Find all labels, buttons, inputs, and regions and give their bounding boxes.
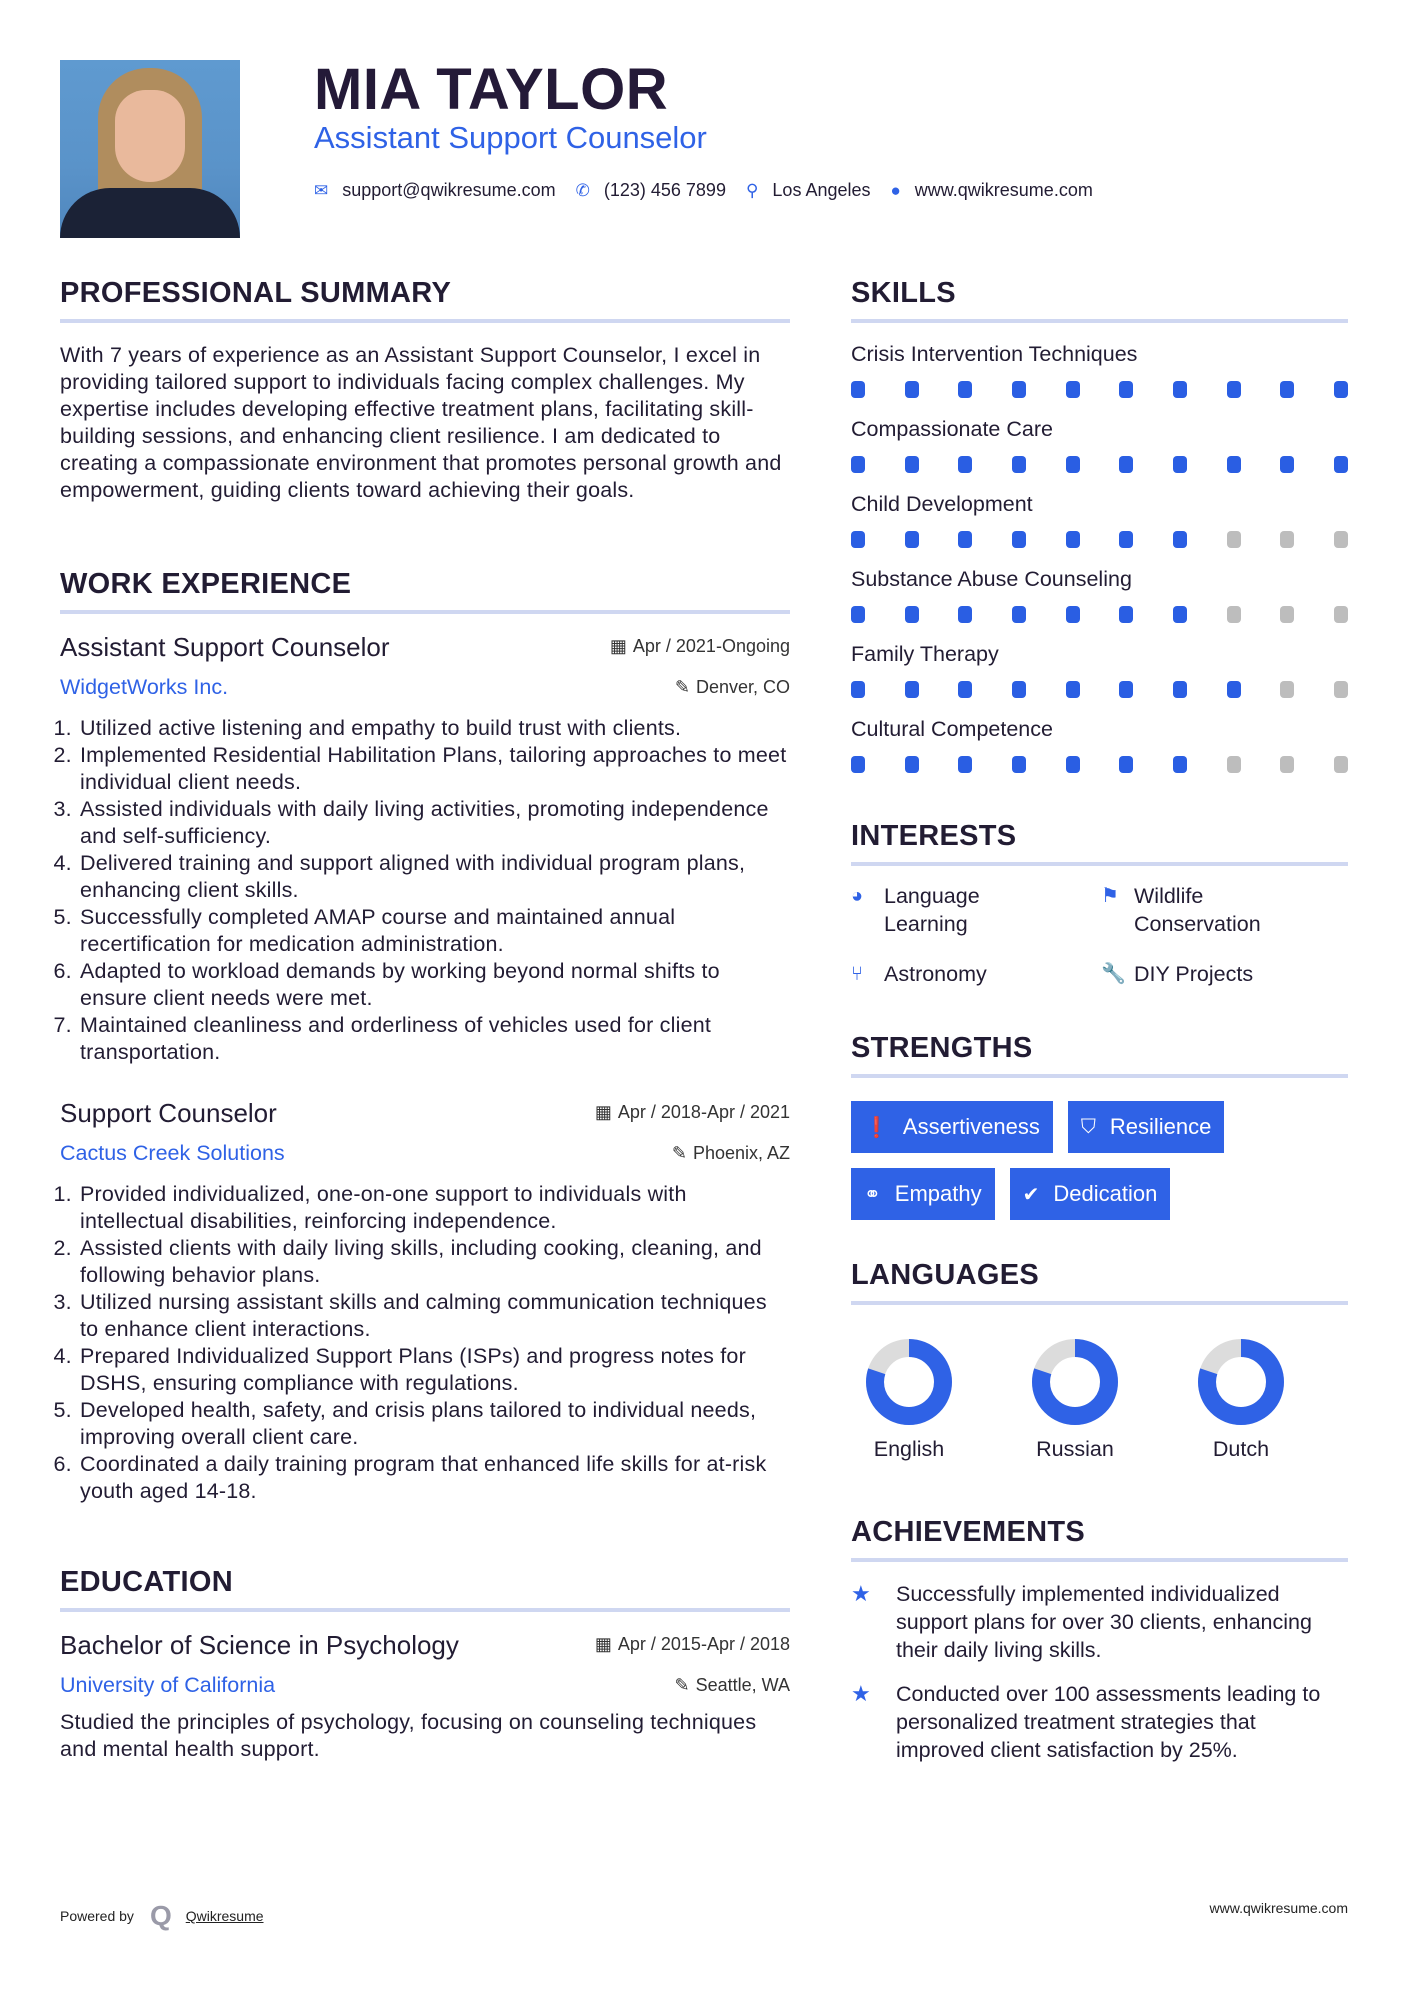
divider xyxy=(851,1558,1348,1562)
skill-item xyxy=(851,417,1348,492)
achievement-item xyxy=(851,1680,1348,1764)
skill-dot xyxy=(1227,381,1241,398)
pin-icon: ✎ xyxy=(674,677,690,697)
job-title: Support Counselor xyxy=(60,1098,277,1128)
skill-item xyxy=(851,567,1348,642)
language-donut xyxy=(851,1337,1017,1427)
strength-badge xyxy=(851,1101,1053,1153)
company: Cactus Creek Solutions xyxy=(60,1141,285,1165)
skills-heading: SKILLS xyxy=(851,277,956,309)
school: University of California xyxy=(60,1673,276,1697)
bullet-item: 4. Delivered training and support aligned with individual program plans, enhancing client skills. xyxy=(78,850,790,904)
skill-dot xyxy=(1280,531,1294,548)
skill-dot xyxy=(1227,756,1241,773)
interest-label: DIY Projects xyxy=(1134,962,1254,986)
skill-dot xyxy=(851,531,865,548)
star-icon: ★ xyxy=(851,1681,871,1706)
envelope-icon: ✉ xyxy=(314,180,329,200)
skill-rating xyxy=(851,531,1348,548)
star-icon: ★ xyxy=(851,1581,871,1606)
strength-label: Empathy xyxy=(894,1181,982,1206)
bullet-item: 4. Prepared Individualized Support Plans (ISPs) and progress notes for DSHS, ensuring compliance with regulations. xyxy=(78,1343,790,1397)
interest-item xyxy=(851,960,1101,988)
profile-photo xyxy=(60,60,240,238)
bullet-item: 2. Assisted clients with daily living skills, including cooking, cleaning, and following behavior plans. xyxy=(78,1235,790,1289)
divider xyxy=(60,1608,790,1612)
language-name: English xyxy=(873,1437,945,1461)
education-dates xyxy=(490,1634,790,1655)
bullet-item: 6. Adapted to workload demands by working beyond normal shifts to ensure client needs were met. xyxy=(78,958,790,1012)
strength-badge xyxy=(1010,1168,1171,1220)
job-bullets xyxy=(60,1181,790,1505)
location-text: Denver, CO xyxy=(695,677,790,697)
skill-dot xyxy=(851,681,865,698)
skill-dot xyxy=(958,756,972,773)
skill-dot xyxy=(1066,756,1080,773)
skill-dot xyxy=(1066,531,1080,548)
skill-rating xyxy=(851,606,1348,623)
divider xyxy=(851,319,1348,323)
contact-bar xyxy=(314,180,1113,201)
summary-text: With 7 years of experience as an Assistant Support Counselor, I excel in providing tailored support to individuals facing complex challenges. My expertise includes developing effective treatment plans, facilitating skill-building sessions, and enhancing client resilience. I am dedicated to creating a compassionate environment that promotes personal growth and empowerment, guiding clients toward achieving their goals. xyxy=(60,343,782,502)
skill-dot xyxy=(851,456,865,473)
skill-dot xyxy=(1334,381,1348,398)
skill-dot xyxy=(1012,756,1026,773)
calendar-icon: ▦ xyxy=(609,636,627,656)
skill-dot xyxy=(1173,456,1187,473)
skill-rating xyxy=(851,456,1348,473)
skill-name: Compassionate Care xyxy=(851,417,1053,441)
globe-icon: ● xyxy=(890,180,901,200)
job-location xyxy=(490,1143,790,1164)
strengths-heading: STRENGTHS xyxy=(851,1032,1033,1064)
languages-heading: LANGUAGES xyxy=(851,1259,1039,1291)
job-bullets xyxy=(60,715,790,1066)
skill-dot xyxy=(1334,756,1348,773)
bullet-item: 3. Assisted individuals with daily living activities, promoting independence and self-sufficiency. xyxy=(78,796,790,850)
language-item xyxy=(1183,1337,1349,1462)
phone-icon: ✆ xyxy=(575,180,590,200)
map-pin-icon: ⚲ xyxy=(745,180,759,200)
skill-dot xyxy=(905,606,919,623)
skill-dot xyxy=(1119,606,1133,623)
dates-text: Apr / 2021-Ongoing xyxy=(632,636,790,656)
languages-list xyxy=(851,1337,1348,1462)
interests-list xyxy=(851,882,1348,988)
skill-dot xyxy=(958,456,972,473)
skill-dot xyxy=(1280,381,1294,398)
job-dates xyxy=(490,1102,790,1123)
skill-dot xyxy=(1012,381,1026,398)
achievements-list xyxy=(851,1580,1348,1780)
interests-heading: INTERESTS xyxy=(851,820,1017,852)
language-item xyxy=(851,1337,1017,1462)
skill-dot xyxy=(1227,681,1241,698)
achievements-heading: ACHIEVEMENTS xyxy=(851,1516,1086,1548)
wrench-icon: 🔧 xyxy=(1101,963,1126,985)
skill-dot xyxy=(1227,531,1241,548)
skill-dot xyxy=(1173,681,1187,698)
divider xyxy=(60,610,790,614)
skill-name: Family Therapy xyxy=(851,642,999,666)
skill-dot xyxy=(1012,606,1026,623)
skill-item xyxy=(851,492,1348,567)
skill-dot xyxy=(1334,681,1348,698)
skill-dot xyxy=(1066,606,1080,623)
skill-dot xyxy=(1334,606,1348,623)
skill-name: Substance Abuse Counseling xyxy=(851,567,1132,591)
footer-powered xyxy=(60,1900,264,1932)
interest-label: Language Learning xyxy=(884,884,980,936)
achievement-text: Successfully implemented individualized support plans for over 30 clients, enhancing their daily living skills. xyxy=(896,1582,1312,1662)
skill-dot xyxy=(1173,606,1187,623)
location-text: Phoenix, AZ xyxy=(692,1143,790,1163)
education-location xyxy=(490,1675,790,1696)
language-donut xyxy=(1017,1337,1183,1427)
flag-icon: ⚑ xyxy=(1101,885,1119,907)
divider xyxy=(851,862,1348,866)
interest-item xyxy=(1101,882,1348,938)
bullet-item: 2. Implemented Residential Habilitation Plans, tailoring approaches to meet individual client needs. xyxy=(78,742,790,796)
bullet-item: 7. Maintained cleanliness and orderliness of vehicles used for client transportation. xyxy=(78,1012,790,1066)
skill-dot xyxy=(1280,456,1294,473)
bullet-item: 5. Developed health, safety, and crisis plans tailored to individual needs, improving overall client care. xyxy=(78,1397,790,1451)
skill-item xyxy=(851,717,1348,792)
skill-dot xyxy=(958,681,972,698)
pin-icon: ✎ xyxy=(674,1675,690,1695)
dates-text: Apr / 2018-Apr / 2021 xyxy=(617,1102,790,1122)
calendar-icon: ▦ xyxy=(594,1102,612,1122)
skills-list xyxy=(851,342,1348,792)
skill-dot xyxy=(905,531,919,548)
skill-dot xyxy=(1334,456,1348,473)
calendar-icon: ▦ xyxy=(594,1634,612,1654)
website[interactable]: www.qwikresume.com xyxy=(914,180,1093,200)
bullet-item: 6. Coordinated a daily training program that enhanced life skills for at-risk youth aged 14-18. xyxy=(78,1451,790,1505)
skill-name: Crisis Intervention Techniques xyxy=(851,342,1138,366)
strengths-list xyxy=(851,1101,1271,1220)
utensils-icon: ⑂ xyxy=(851,963,863,985)
strength-badge xyxy=(851,1168,995,1220)
check-circle-icon: ✔ xyxy=(1022,1183,1040,1206)
skill-dot xyxy=(1066,456,1080,473)
skill-dot xyxy=(1280,606,1294,623)
skill-dot xyxy=(1173,531,1187,548)
degree: Bachelor of Science in Psychology xyxy=(60,1630,459,1660)
skill-dot xyxy=(1012,681,1026,698)
skill-dot xyxy=(1227,606,1241,623)
skill-dot xyxy=(1012,456,1026,473)
language-item xyxy=(1017,1337,1183,1462)
skill-dot xyxy=(1119,681,1133,698)
skill-dot xyxy=(958,531,972,548)
education-description: Studied the principles of psychology, focusing on counseling techniques and mental health support. xyxy=(60,1710,757,1761)
strength-label: Dedication xyxy=(1053,1181,1158,1206)
bullet-item: 3. Utilized nursing assistant skills and calming communication techniques to enhance client interactions. xyxy=(78,1289,790,1343)
skill-dot xyxy=(1173,381,1187,398)
phone: (123) 456 7899 xyxy=(603,180,726,200)
skill-rating xyxy=(851,756,1348,773)
skill-dot xyxy=(851,381,865,398)
skill-dot xyxy=(1119,381,1133,398)
job-location xyxy=(490,677,790,698)
skill-dot xyxy=(1173,756,1187,773)
skill-dot xyxy=(1012,531,1026,548)
bullet-item: 1. Provided individualized, one-on-one support to individuals with intellectual disabilities, reinforcing independence. xyxy=(78,1181,790,1235)
job-dates xyxy=(490,636,790,657)
interest-item xyxy=(1101,960,1348,988)
interest-item xyxy=(851,882,1101,938)
skill-dot xyxy=(1334,531,1348,548)
skill-dot xyxy=(1280,756,1294,773)
language-name: Dutch xyxy=(1212,1437,1270,1461)
globe-icon: ◕ xyxy=(851,885,864,907)
brand-link[interactable]: Qwikresume xyxy=(185,1908,264,1924)
achievement-text: Conducted over 100 assessments leading to personalized treatment strategies that improved client satisfaction by 25%. xyxy=(896,1682,1321,1762)
skill-dot xyxy=(1066,681,1080,698)
language-donut xyxy=(1183,1337,1349,1427)
strength-label: Resilience xyxy=(1109,1114,1212,1139)
skill-dot xyxy=(1227,456,1241,473)
skill-dot xyxy=(1119,456,1133,473)
divider xyxy=(851,1301,1348,1305)
education-heading: EDUCATION xyxy=(60,1566,233,1598)
skill-dot xyxy=(1119,531,1133,548)
exclamation-circle-icon: ❗ xyxy=(864,1116,889,1139)
skill-dot xyxy=(905,456,919,473)
dates-text: Apr / 2015-Apr / 2018 xyxy=(617,1634,790,1654)
candidate-name: MIA TAYLOR xyxy=(314,57,669,122)
location: Los Angeles xyxy=(772,180,871,200)
skill-dot xyxy=(905,681,919,698)
divider xyxy=(851,1074,1348,1078)
skill-dot xyxy=(1119,756,1133,773)
interest-label: Wildlife Conservation xyxy=(1134,884,1261,936)
qwikresume-logo-icon: Q xyxy=(149,1900,172,1931)
bullet-item: 1. Utilized active listening and empathy to build trust with clients. xyxy=(78,715,790,742)
skill-dot xyxy=(1280,681,1294,698)
skill-dot xyxy=(958,606,972,623)
skill-rating xyxy=(851,681,1348,698)
pin-icon: ✎ xyxy=(671,1143,687,1163)
bullet-item: 5. Successfully completed AMAP course and maintained annual recertification for medication administration. xyxy=(78,904,790,958)
skill-name: Cultural Competence xyxy=(851,717,1053,741)
location-text: Seattle, WA xyxy=(695,1675,790,1695)
powered-by-text: Powered by xyxy=(60,1908,134,1924)
email[interactable]: support@qwikresume.com xyxy=(342,180,556,200)
strength-label: Assertiveness xyxy=(902,1114,1040,1139)
skill-item xyxy=(851,342,1348,417)
skill-dot xyxy=(958,381,972,398)
footer-website[interactable]: www.qwikresume.com xyxy=(1209,1900,1348,1916)
skill-dot xyxy=(851,606,865,623)
summary-heading: PROFESSIONAL SUMMARY xyxy=(60,277,452,309)
job-title: Assistant Support Counselor xyxy=(60,632,390,662)
skill-dot xyxy=(1066,381,1080,398)
candidate-title: Assistant Support Counselor xyxy=(314,120,707,155)
skill-dot xyxy=(905,381,919,398)
achievement-item xyxy=(851,1580,1348,1664)
interest-label: Astronomy xyxy=(884,962,987,986)
skill-rating xyxy=(851,381,1348,398)
language-name: Russian xyxy=(1036,1437,1114,1461)
skill-dot xyxy=(905,756,919,773)
shield-icon: ⛉ xyxy=(1080,1115,1096,1138)
skill-name: Child Development xyxy=(851,492,1033,516)
skill-dot xyxy=(851,756,865,773)
experience-heading: WORK EXPERIENCE xyxy=(60,568,352,600)
divider xyxy=(60,319,790,323)
strength-badge xyxy=(1068,1101,1225,1153)
company: WidgetWorks Inc. xyxy=(60,675,229,699)
handshake-icon: ⚭ xyxy=(864,1183,881,1206)
skill-item xyxy=(851,642,1348,717)
